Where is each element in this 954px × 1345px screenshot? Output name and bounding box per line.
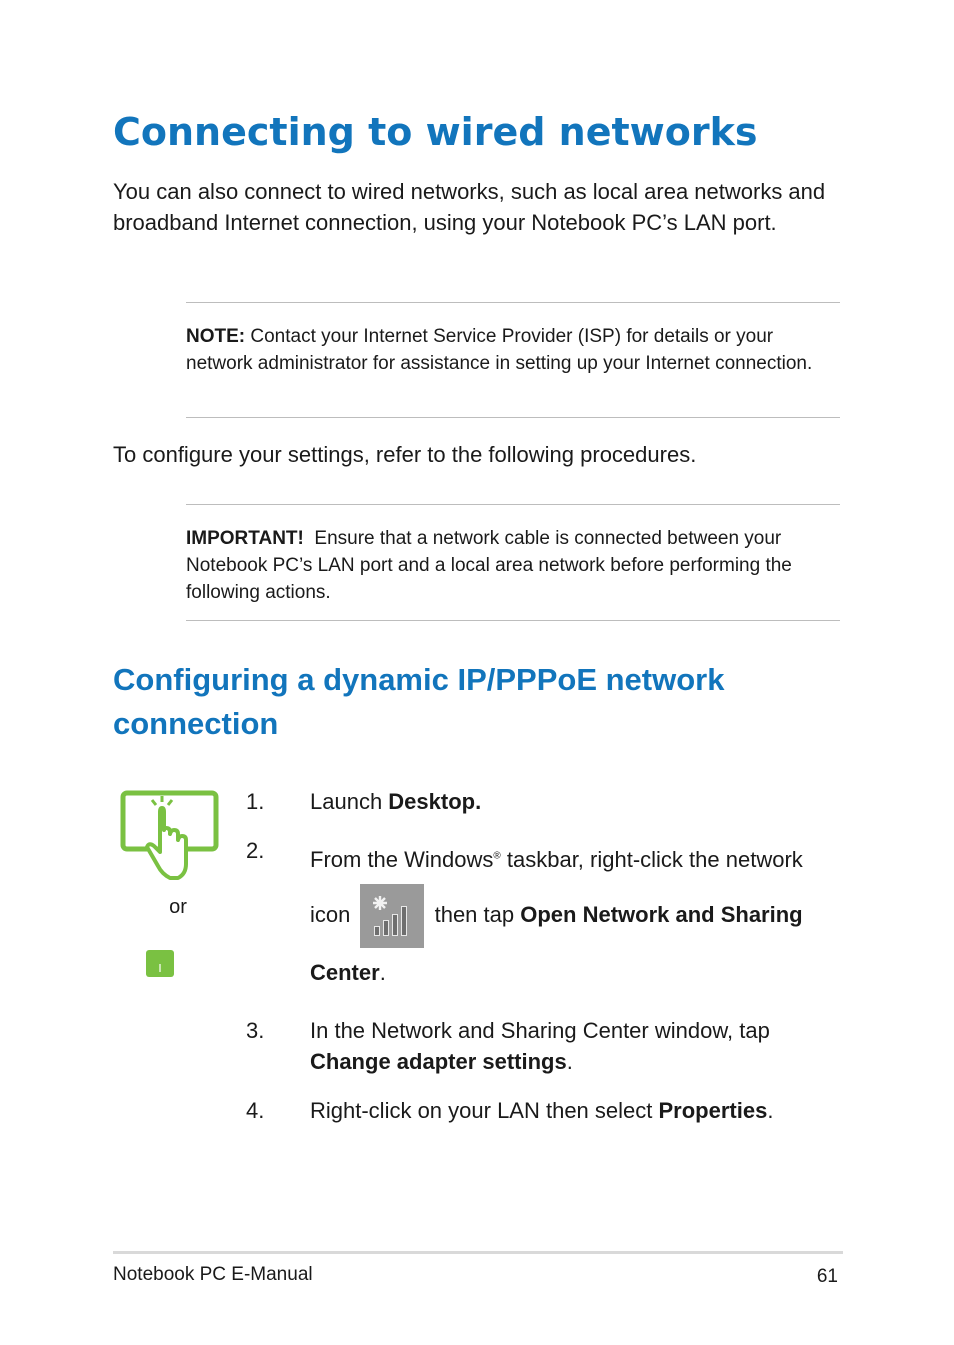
step-text: In the Network and Sharing Center window, tap xyxy=(310,1018,770,1043)
list-item xyxy=(246,1015,846,1077)
procedures-text: To configure your settings, refer to the following procedures. xyxy=(113,442,697,467)
step-bold: Properties xyxy=(658,1098,768,1123)
important-label: IMPORTANT! xyxy=(186,528,304,549)
important-callout xyxy=(186,504,840,621)
step-text: Launch xyxy=(310,789,389,814)
list-item xyxy=(246,786,846,817)
important-body: Ensure that a network cable is connected between your Notebook PC’s LAN port and a local area network before performing the following actions. xyxy=(186,528,798,603)
step-text: Right-click on your LAN then select xyxy=(310,1098,659,1123)
registered-mark: ® xyxy=(493,850,501,862)
step-bold: Open Network and Sharing xyxy=(520,901,803,927)
step-line xyxy=(310,948,846,997)
or-label: or xyxy=(169,896,187,918)
step-text: . xyxy=(566,1049,573,1074)
step-number: 2. xyxy=(246,838,265,863)
note-label: NOTE: xyxy=(186,326,246,347)
section-title: Configuring a dynamic IP/PPPoE network connection xyxy=(113,662,725,741)
note-body: Contact your Internet Service Provider (ISP) for details or your network administrator for assistance in setting up your Internet connection. xyxy=(186,326,813,374)
note-callout xyxy=(186,302,840,418)
step-line xyxy=(310,835,846,884)
step-text: taskbar, right-click the network xyxy=(500,847,803,872)
step-text: From the Windows xyxy=(310,847,494,872)
note-text xyxy=(186,323,840,377)
step-bold: Center xyxy=(310,960,380,985)
list-item xyxy=(246,835,846,997)
step-text: then tap xyxy=(428,901,521,927)
step-line xyxy=(310,884,846,948)
windows-key-icon xyxy=(146,950,174,977)
step-number: 1. xyxy=(246,789,265,814)
footer-divider xyxy=(113,1251,843,1254)
network-icon xyxy=(360,884,424,948)
important-text xyxy=(186,525,840,606)
step-bold: Desktop. xyxy=(388,789,482,814)
tap-gesture-icon xyxy=(120,790,220,882)
footer-manual-title: Notebook PC E-Manual xyxy=(113,1264,313,1285)
list-item xyxy=(246,1095,846,1126)
step-text: . xyxy=(379,960,386,985)
step-number: 4. xyxy=(246,1098,265,1123)
step-number: 3. xyxy=(246,1018,265,1043)
page-title: Connecting to wired networks xyxy=(113,110,758,154)
step-text: icon xyxy=(310,901,357,927)
page-number: 61 xyxy=(816,1266,838,1287)
step-bold: Change adapter settings xyxy=(310,1049,567,1074)
steps-list xyxy=(246,786,846,1126)
step-text: . xyxy=(767,1098,774,1123)
intro-paragraph: You can also connect to wired networks, such as local area networks and broadband Internet connection, using your Notebook PC’s LAN port. xyxy=(113,179,826,235)
